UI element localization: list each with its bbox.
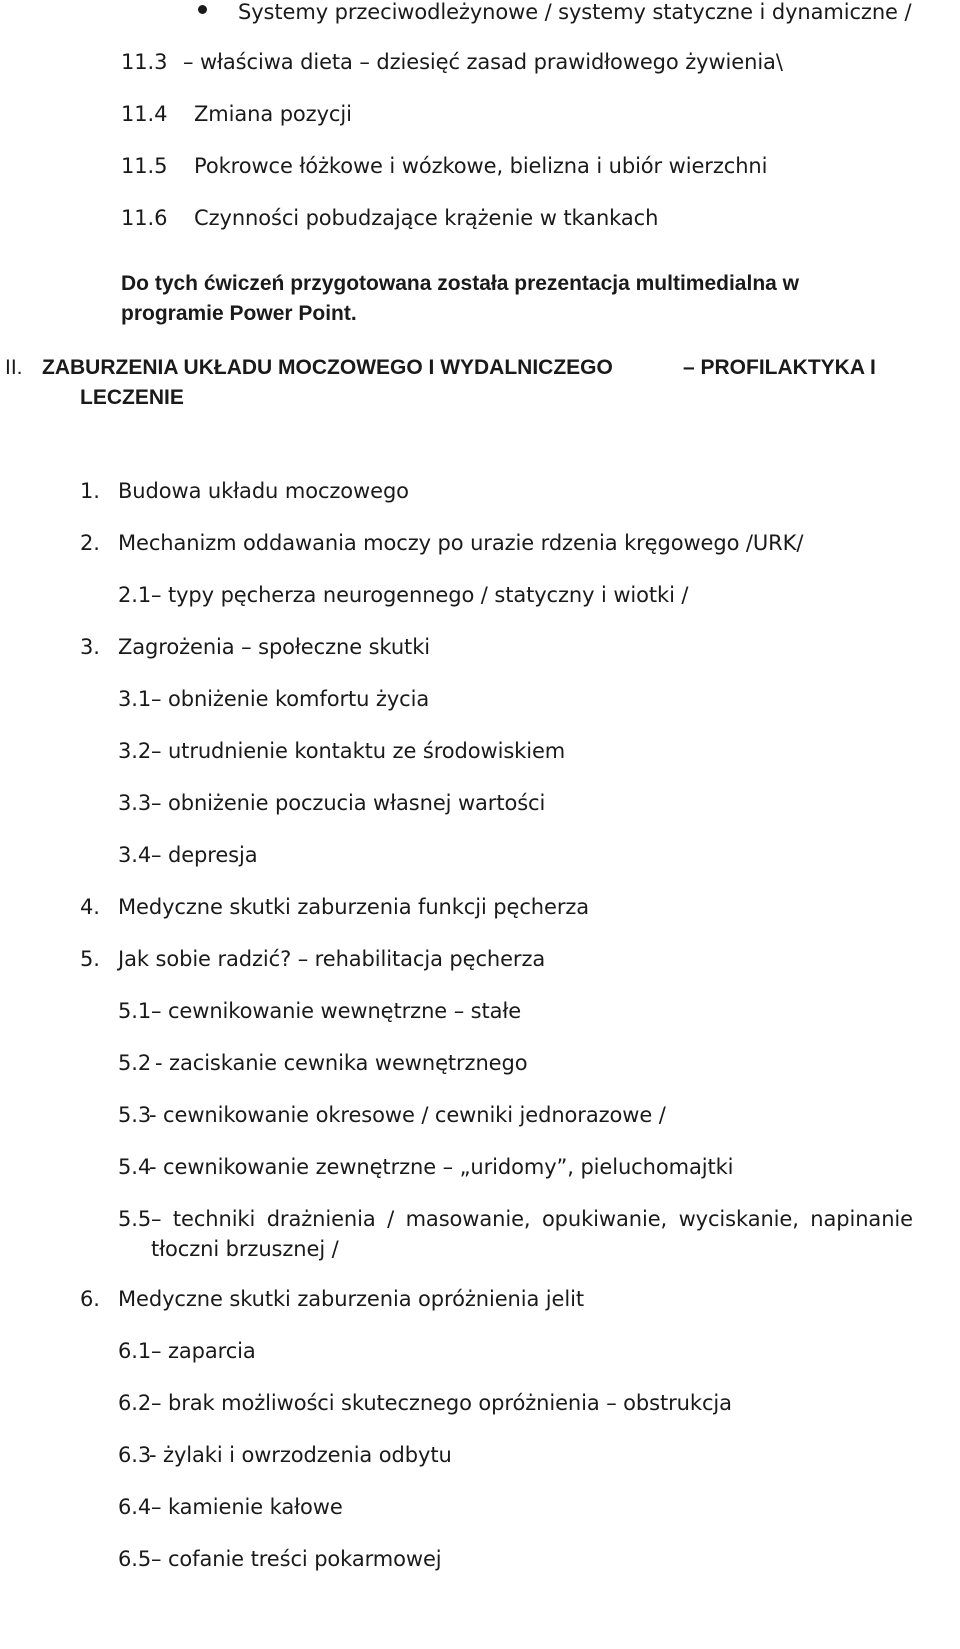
item-number: 6.5 [118, 1547, 152, 1571]
item-word: napinanie [810, 1207, 913, 1231]
item-word: masowanie, [405, 1207, 531, 1231]
item-text: – cofanie treści pokarmowej [151, 1547, 442, 1571]
item-number: 11.6 [121, 206, 168, 230]
item-number: 11.3 [121, 50, 168, 74]
item-text: – typy pęcherza neurogennego / statyczny i wiotki / [151, 583, 689, 607]
section-number: II. [5, 356, 23, 379]
item-text: Medyczne skutki zaburzenia opróżnienia jelit [118, 1287, 584, 1311]
item-text: Mechanizm oddawania moczy po urazie rdzenia kręgowego /URK/ [118, 531, 804, 555]
item-text: – depresja [151, 843, 258, 867]
list-item [118, 1205, 913, 1265]
note-line-2: programie Power Point. [121, 302, 357, 325]
item-text: Zagrożenia – społeczne skutki [118, 635, 430, 659]
item-text: Zmiana pozycji [194, 102, 352, 126]
item-text: – obniżenie komfortu życia [151, 687, 430, 711]
item-text: Jak sobie radzić? – rehabilitacja pęcherza [118, 947, 546, 971]
note-line-1: Do tych ćwiczeń przygotowana została prezentacja multimedialna w [121, 272, 799, 295]
item-word: drażnienia [266, 1207, 376, 1231]
item-number: 5.5 [118, 1207, 152, 1231]
item-number: 5.3 [118, 1103, 152, 1127]
item-number: 2. [80, 531, 100, 555]
item-word: opukiwanie, [541, 1207, 668, 1231]
item-number: 3.2 [118, 739, 152, 763]
bullet-icon [198, 5, 207, 14]
item-text: – właściwa dieta – dziesięć zasad prawidłowego żywienia\ [183, 50, 783, 74]
bullet-item-text: Systemy przeciwodleżynowe / systemy statyczne i dynamiczne / [238, 0, 912, 24]
item-text: – zaparcia [151, 1339, 256, 1363]
item-text-justified [151, 1205, 913, 1233]
item-text: - żylaki i owrzodzenia odbytu [149, 1443, 452, 1467]
item-text: Budowa układu moczowego [118, 479, 409, 503]
section-heading-part-1: ZABURZENIA UKŁADU MOCZOWEGO I WYDALNICZEGO [42, 356, 613, 379]
item-number: 3.4 [118, 843, 152, 867]
item-number: 5.2 [118, 1051, 152, 1075]
item-text: - cewnikowanie zewnętrzne – „uridomy”, pieluchomajtki [149, 1155, 734, 1179]
item-word: techniki [172, 1207, 256, 1231]
item-number: 6.2 [118, 1391, 152, 1415]
item-word: – [151, 1207, 162, 1231]
item-text: – kamienie kałowe [151, 1495, 343, 1519]
item-text: Czynności pobudzające krążenie w tkankach [194, 206, 659, 230]
item-text-line-2: tłoczni brzusznej / [151, 1237, 339, 1261]
item-number: 6.4 [118, 1495, 152, 1519]
item-number: 3.1 [118, 687, 152, 711]
item-number: 11.5 [121, 154, 168, 178]
item-word: wyciskanie, [678, 1207, 799, 1231]
item-text: – obniżenie poczucia własnej wartości [151, 791, 546, 815]
item-text: – brak możliwości skutecznego opróżnienia – obstrukcja [151, 1391, 732, 1415]
section-heading-line-2: LECZENIE [80, 386, 184, 409]
item-number: 5.1 [118, 999, 152, 1023]
item-text: – cewnikowanie wewnętrzne – stałe [151, 999, 522, 1023]
item-number: 3. [80, 635, 100, 659]
item-number: 6. [80, 1287, 100, 1311]
item-text: - cewnikowanie okresowe / cewniki jednorazowe / [149, 1103, 666, 1127]
item-text: Pokrowce łóżkowe i wózkowe, bielizna i ubiór wierzchni [194, 154, 768, 178]
item-number: 3.3 [118, 791, 152, 815]
item-text: - zaciskanie cewnika wewnętrznego [155, 1051, 528, 1075]
item-text: – utrudnienie kontaktu ze środowiskiem [151, 739, 566, 763]
item-word: / [387, 1207, 395, 1231]
item-number: 6.3 [118, 1443, 152, 1467]
item-number: 5.4 [118, 1155, 152, 1179]
item-number: 5. [80, 947, 100, 971]
section-heading-part-2: – PROFILAKTYKA I [683, 356, 876, 379]
item-number: 6.1 [118, 1339, 152, 1363]
item-number: 1. [80, 479, 100, 503]
item-number: 2.1 [118, 583, 152, 607]
item-number: 4. [80, 895, 100, 919]
item-number: 11.4 [121, 102, 168, 126]
item-text: Medyczne skutki zaburzenia funkcji pęcherza [118, 895, 590, 919]
